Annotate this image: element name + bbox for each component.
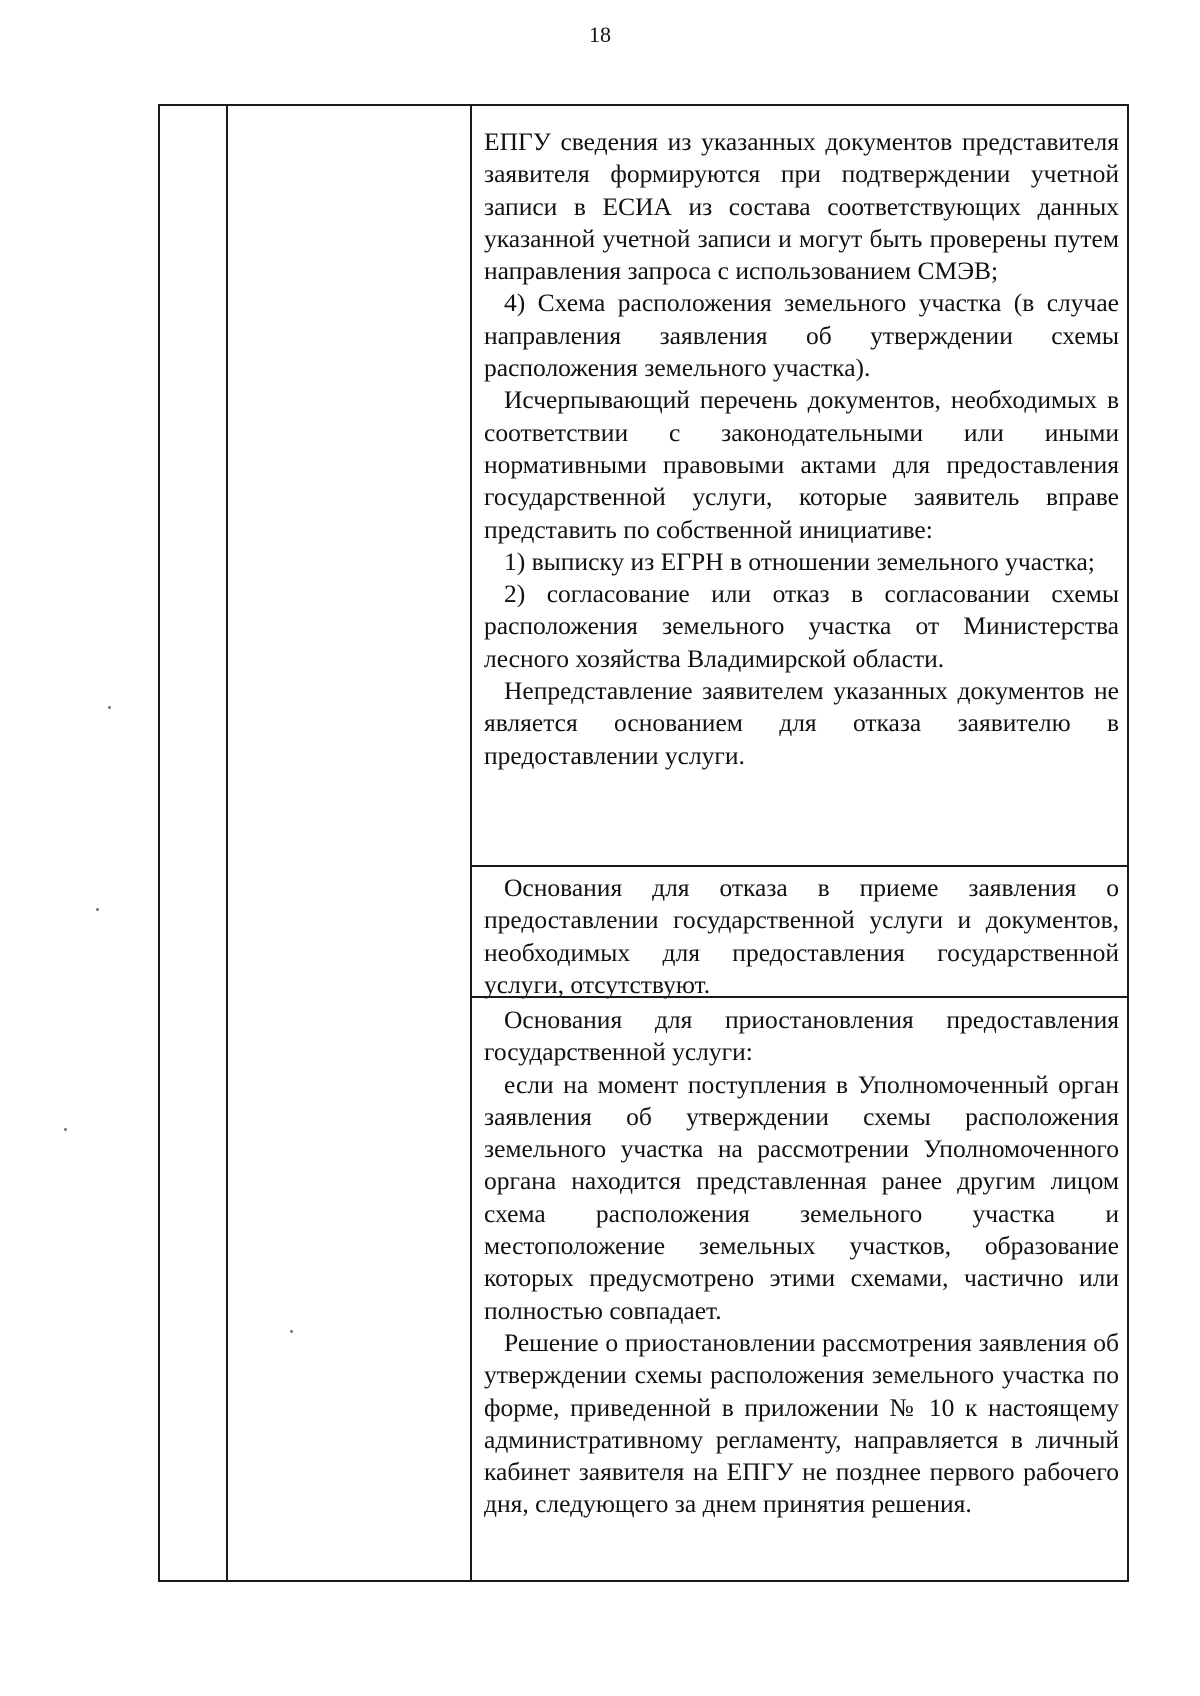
column-divider-1 xyxy=(226,106,228,1580)
paragraph-non-submission: Непредставление заявителем указанных документов не является основанием для отказа заявителю в предоставлении услуги. xyxy=(484,676,1119,770)
paragraph-refusal-grounds: Основания для отказа в приеме заявления о предоставлении государственной услуги и документов, необходимых для предоставления государственной услуги, отсутствуют. xyxy=(484,873,1119,999)
paragraph-suspension-condition: если на момент поступления в Уполномоченный орган заявления об утверждении схемы расположения земельного участка на рассмотрении Уполномоченного органа находится представленная ранее другим лицом схема расположения земельного участка и местоположение земельных участков, образование которых предусмотрено этими схемами, частично или полностью совпадает. xyxy=(484,1069,1119,1325)
paragraph-suspension-heading: Основания для приостановления предоставления государственной услуги: xyxy=(484,1005,1119,1067)
paragraph-item-4: 4) Схема расположения земельного участка (в случае направления заявления об утверждении схемы расположения земельного участка). xyxy=(484,288,1119,383)
cell-suspension-grounds xyxy=(472,998,1127,1584)
paragraph-item-2: 2) согласование или отказ в согласовании схемы расположения земельного участка от Министерства лесного хозяйства Владимирской области. xyxy=(484,579,1119,673)
scan-speck xyxy=(108,706,111,709)
paragraph-item-1: 1) выписку из ЕГРН в отношении земельного участка; xyxy=(504,546,1095,576)
cell-refusal-grounds xyxy=(472,866,1127,998)
regulation-table xyxy=(158,104,1129,1582)
scan-speck xyxy=(290,1330,293,1333)
scan-speck xyxy=(96,908,99,911)
paragraph-esia: ЕПГУ сведения из указанных документов представителя заявителя формируются при подтверждении учетной записи в ЕСИА из состава соответствующих данных указанной учетной записи и могут быть проверены путем направления запроса с использованием СМЭВ; xyxy=(484,127,1119,286)
page-number: 18 xyxy=(589,22,611,47)
cell-documents xyxy=(472,120,1127,867)
scan-speck xyxy=(64,1128,67,1131)
paragraph-suspension-decision: Решение о приостановлении рассмотрения заявления об утверждении схемы расположения земельного участка по форме, приведенной в приложении № 10 к настоящему административному регламенту, направляется в личный кабинет заявителя на ЕПГУ не позднее первого рабочего дня, следующего за днем принятия решения. xyxy=(484,1327,1119,1519)
paragraph-exhaustive-list: Исчерпывающий перечень документов, необходимых в соответствии с законодательными или иными нормативными правовыми актами для предоставления государственной услуги, которые заявитель вправе представить по собственной инициативе: xyxy=(484,385,1119,544)
